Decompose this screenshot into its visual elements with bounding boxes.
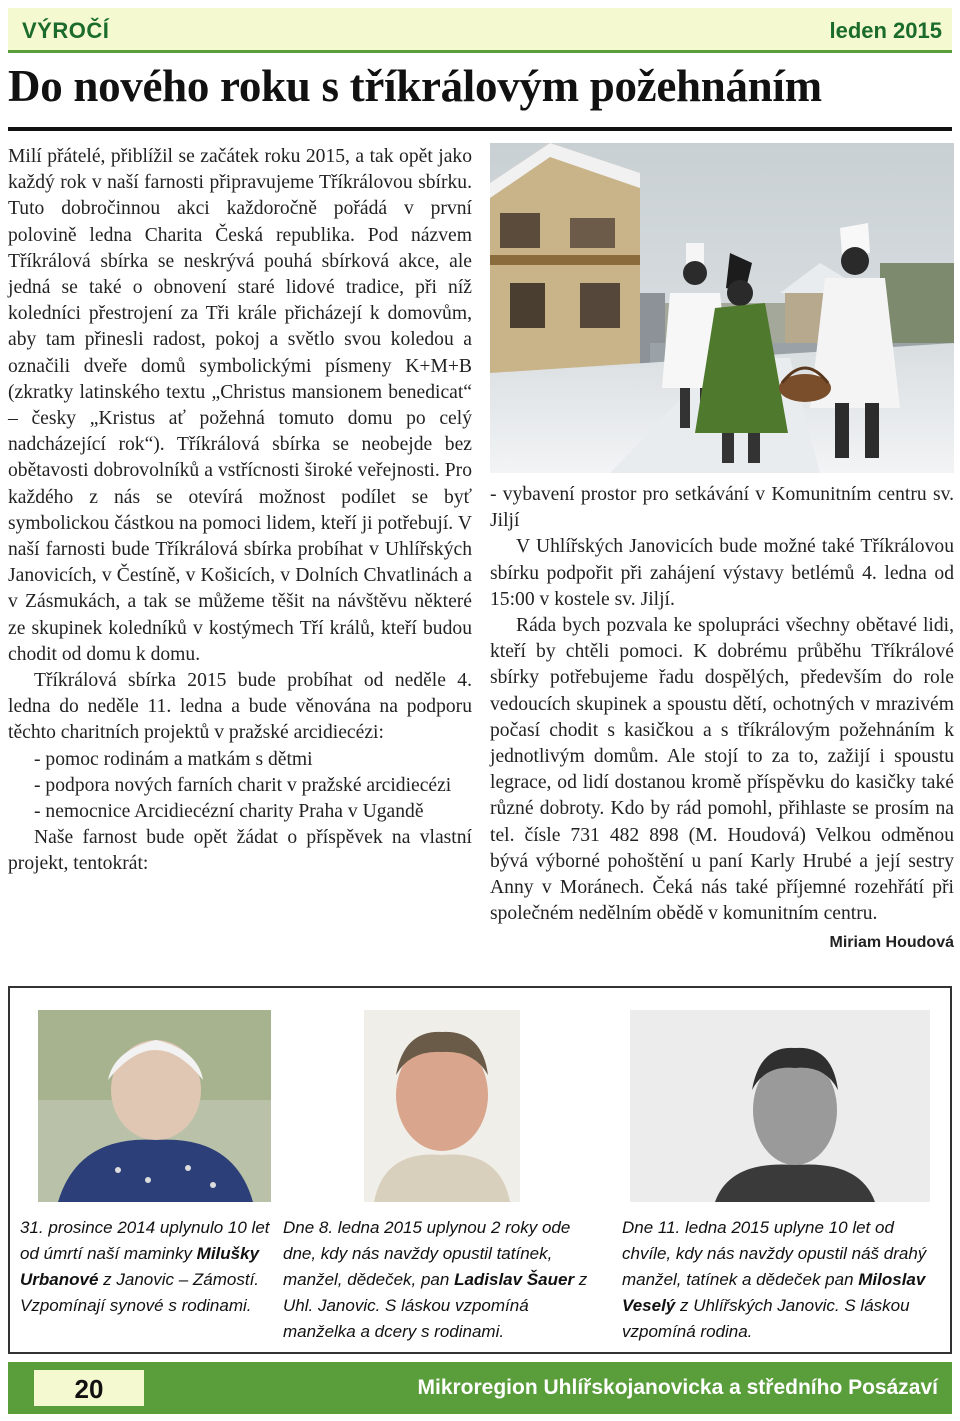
portrait-photo-2 xyxy=(364,1010,520,1202)
article-paragraph: Tříkrálová sbírka 2015 bude probíhat od neděle 4. ledna do neděle 11. ledna a bude věnována na podporu těchto charitních projektů v pražské arcidiecézi: xyxy=(8,670,472,744)
article-paragraph: Milí přátelé, přiblížil se začátek roku 2015, a tak opět jako každý rok v naší farnosti připravujeme Tříkrálovou sbírku. Tuto dobročinnou akci každoročně pořádá v první polovině ledna Charita Česká republika. Pod názvem Tříkrálová sbírka se neskrývá pouhá sbírková akce, ale jedná se také o obnovení staré lidové tradice, při níž koledníci přestrojení za Tři krále přicházejí k domovům, aby tam přinesli radost, pokoj a světlo svou koledou a označili dveře domů symbolickými písmeny K+M+B (zkratky latinského textu „Christus mansionem benedicat“ – česky „Kristus ať požehná tomuto domu po celý nadcházející rok“). Tříkrálová sbírka se neobejde bez obětavosti dobrovolníků a vstřícnosti široké veřejnosti. Pro každého z nás se otevírá možnost podílet se byť symbolickou částkou na pomoci lidem, kteří ji potřebují. V naší farnosti bude Tříkrálová sbírka probíhat v Uhlířských Janovicích, v Čestíně, v Košicích, v Dolních Chvatlinách a v Zásmukách, a tak se můžeme těšit na návštěvu některé ze skupinek koledníků v kostýmech Tří králů, kteří budou chodit od domu k domu. xyxy=(8,146,472,665)
publication-name: Mikroregion Uhlířskojanovicka a středního Posázaví xyxy=(417,1376,938,1399)
section-header xyxy=(8,8,952,53)
memorial-caption-3 xyxy=(616,1213,946,1347)
portrait-photo-1 xyxy=(38,1010,271,1202)
issue-date: leden 2015 xyxy=(829,18,942,43)
caption-text: 31. prosince 2014 uplynulo 10 let od úmrtí naší maminky xyxy=(20,1218,270,1263)
page-footer xyxy=(8,1362,952,1414)
deceased-name: Miloslav Veselý xyxy=(622,1270,926,1315)
memorial-caption-2 xyxy=(277,1213,607,1347)
caption-text: z Uhlířských Janovic. S láskou vzpomíná rodina. xyxy=(622,1296,910,1341)
caption-text: z Janovic – Zámostí. Vzpomínají synové s rodinami. xyxy=(20,1270,260,1315)
article-paragraph xyxy=(490,613,954,952)
three-kings-illustration xyxy=(490,143,954,473)
three-kings-photo xyxy=(490,143,954,473)
caption-text: Dne 8. ledna 2015 uplynou 2 roky ode dne, kdy nás navždy opustil tatínek, manžel, dědeček, pan xyxy=(283,1218,571,1289)
deceased-name: Ladislav Šauer xyxy=(454,1270,575,1289)
project-list-item: - podpora nových farních charit v pražské arcidiecézi xyxy=(34,774,452,796)
project-list-item: - vybavení prostor pro setkávání v Komunitním centru sv. Jiljí xyxy=(490,484,954,532)
article-paragraph: V Uhlířských Janovicích bude možné také Tříkrálovou sbírku podpořit při zahájení výstavy betlémů 4. ledna od 15:00 v kostele sv. Jiljí. xyxy=(490,536,954,610)
caption-text: Dne 11. ledna 2015 uplyne 10 let od chvíle, kdy nás navždy opustil náš drahý manžel, tatínek a dědeček pan xyxy=(622,1218,927,1289)
author-signature: Miriam Houdová xyxy=(829,934,954,952)
memorial-caption-1 xyxy=(14,1213,276,1321)
project-list-item: - pomoc rodinám a matkám s dětmi xyxy=(34,748,313,770)
caption-text: z Uhl. Janovic. S láskou vzpomíná manželka a dcery s rodinami. xyxy=(283,1270,588,1341)
article-title: Do nového roku s tříkrálovým požehnáním xyxy=(8,61,822,111)
portrait-man-icon xyxy=(364,1010,520,1202)
article-paragraph: Naše farnost bude opět žádat o příspěvek na vlastní projekt, tentokrát: xyxy=(8,827,472,875)
page-number: 20 xyxy=(74,1374,104,1404)
portrait-woman-icon xyxy=(38,1010,271,1202)
article-right-column xyxy=(490,482,954,957)
project-list-item: - nemocnice Arcidiecézní charity Praha v Ugandě xyxy=(34,801,424,823)
article-paragraph-text: Ráda bych pozvala ke spolupráci všechny obětavé lidi, kteří by chtěli pomoci. K dobrému průběhu Tříkrálové sbírky potřebujeme řadu dospělých, především do role vedoucích skupinek a spoustu dětí, ochotných v mrazivém počasí chodit s kasičkou a s tříkrálovým požehnáním k jednotlivým domům. Ale stojí to za to, zažijí i spoustu legrace, od lidí dostanou kromě příspěvku do kasičky také různé dobroty. Kdo by rád pomohl, přihlaste se prosím na tel. čísle 731 482 898 (M. Houdová) Velkou odměnou bývá výborné pohoštění u paní Karly Hrubé a její sestry Anny v Moránech. Čeká nás také příjemné rozehřátí při společném nedělním obědě v komunitním centru. xyxy=(490,615,954,925)
portrait-photo-3 xyxy=(630,1010,930,1202)
deceased-name: Milušky Urbanové xyxy=(20,1244,260,1289)
article-left-column xyxy=(8,144,472,878)
title-rule xyxy=(8,127,952,131)
portrait-man-bw-icon xyxy=(630,1010,930,1202)
section-label: VÝROČÍ xyxy=(22,18,110,43)
